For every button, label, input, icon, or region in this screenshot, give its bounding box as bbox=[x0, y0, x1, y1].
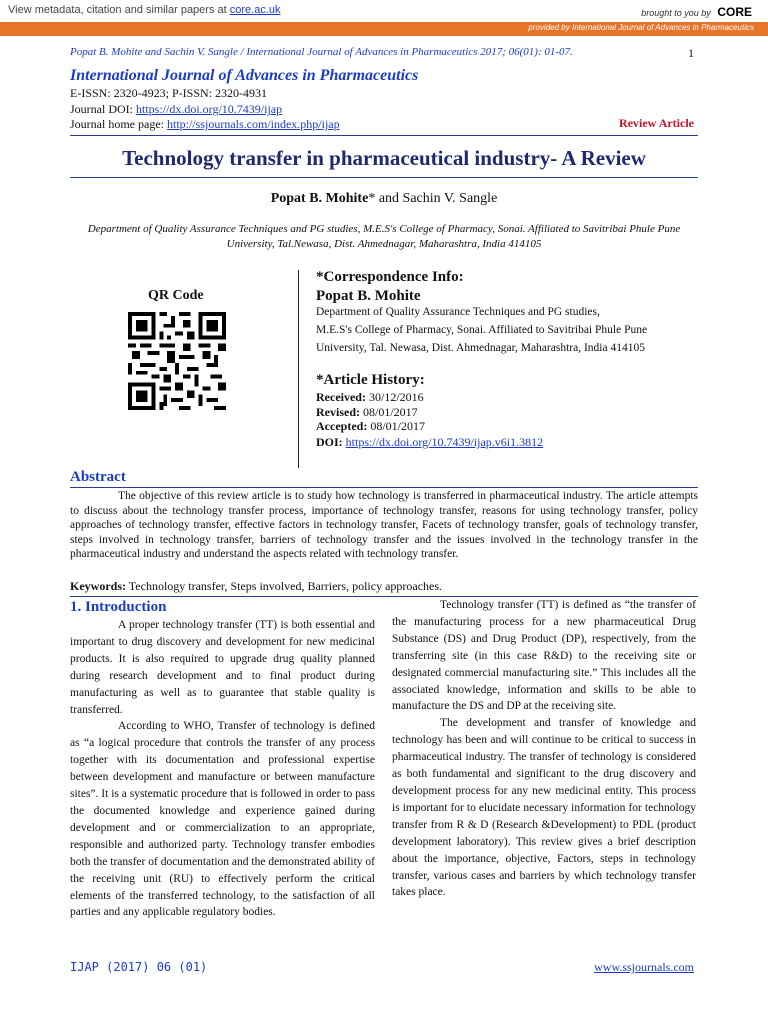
keywords: Keywords: Technology transfer, Steps involved, Barriers, policy approaches. bbox=[70, 579, 443, 593]
affiliation: Department of Quality Assurance Techniques and PG studies, M.E.S's College of Pharmacy, Sonai. Affiliated to Savitribai Phule Pune University, Tal.Newasa, Dist. Ahmednagar, Maharashtra, India 414105 bbox=[87, 223, 681, 250]
article-doi: DOI: https://dx.doi.org/10.7439/ijap.v6i1.3812 bbox=[316, 435, 544, 449]
article-doi-link[interactable]: https://dx.doi.org/10.7439/ijap.v6i1.3812 bbox=[345, 435, 544, 449]
core-banner bbox=[0, 0, 768, 23]
footer-journal: IJAP (2017) 06 (01) bbox=[70, 960, 208, 974]
core-logo: CORE bbox=[717, 5, 752, 19]
paragraph: A proper technology transfer (TT) is both essential and important to drug discovery and development for new medicinal products. It is also required to upgrade drug quality planned during research development and to final product during manufacturing as well as to guarantee that stable quality is transferred. bbox=[70, 619, 375, 716]
qr-code-image bbox=[128, 312, 226, 410]
abstract-heading: Abstract bbox=[70, 469, 126, 485]
authors: Popat B. Mohite* and Sachin V. Sangle bbox=[270, 191, 498, 206]
article-title: Technology transfer in pharmaceutical industry- A Review bbox=[122, 146, 646, 170]
header-rule bbox=[70, 135, 698, 136]
abstract-text: The objective of this review article is to study how technology is transferred in pharmaceutical industry. The article attempts to discuss about the technology transfer process, importance of technology transfer, reasons for using technology transfer, policy approaches of technology transfer, effective factors in technology transfer, Facets of technology transfer, goals of technology transfer, steps involved in technology transfer, barriers of technology transfer and the issues involved in the technology transfer in the pharmaceutical industry and understand the aspects related with technology transfer. bbox=[70, 490, 698, 561]
page-number: 1 bbox=[688, 46, 694, 60]
column-right bbox=[392, 597, 696, 901]
qr-label: QR Code bbox=[148, 288, 204, 303]
revised-date: Revised: 08/01/2017 bbox=[316, 405, 418, 419]
journal-doi: Journal DOI: https://dx.doi.org/10.7439/ijap bbox=[70, 102, 283, 116]
paragraph: The development and transfer of knowledge and technology has been and will continue to be critical to success in pharmaceutical industry. The transfer of technology is considered as both fundamental and significant to the drug discovery and development process for any new medicinal entity. This process is important for to elucidate necessary information for technology transfer from R & D (Research &Development) to PDL (product development laboratory). This review gives a brief description about the importance, objective, Factors, steps in technology transfer, various cases and barriers by which technology transfer takes place. bbox=[392, 717, 696, 899]
title-rule bbox=[70, 177, 698, 178]
running-header: Popat B. Mohite and Sachin V. Sangle / International Journal of Advances in Pharmaceutics 2017; 06(01): 01-07. bbox=[70, 46, 573, 58]
accepted-date: Accepted: 08/01/2017 bbox=[316, 419, 425, 433]
info-divider bbox=[298, 270, 299, 468]
correspondence-line: Department of Quality Assurance Techniques and PG studies, bbox=[316, 306, 600, 318]
column-left bbox=[70, 617, 375, 921]
core-provided-bar: provided by International Journal of Advances in Pharmaceutics bbox=[0, 22, 768, 36]
corresponding-author: Popat B. Mohite bbox=[270, 191, 369, 206]
abstract-rule bbox=[70, 487, 698, 488]
received-date: Received: 30/12/2016 bbox=[316, 390, 424, 404]
correspondence-name: Popat B. Mohite bbox=[316, 288, 421, 304]
paragraph: According to WHO, Transfer of technology is defined as “a logical procedure that controls the transfer of any process together with its documentation and professional expertise between development and manufacture or between manufacture sites”. It is a systematic procedure that is followed in order to pass the documented knowledge and experience gained during development and or commercialization to an appropriate, responsible and authorized party. Technology transfer embodies both the transfer of documentation and the demonstrated ability of the receiving unit (RU) to effectively perform the critical elements of the transferred technology, to the satisfaction of all parties and any applicable regulatory bodies. bbox=[70, 720, 375, 919]
paragraph: Technology transfer (TT) is defined as “the transfer of the manufacturing process for a new pharmaceutical Drug Substance (DS) and Drug Product (DP), respectively, from the transferring site (in this case R&D) to the receiving site or designated commercial manufacturing site.” This includes all the associated knowledge, information and skills to be able to manufacture the DS and DP at the receiving site. bbox=[392, 599, 696, 713]
history-heading: *Article History: bbox=[316, 372, 425, 388]
core-brand[interactable]: brought to you by CORE bbox=[641, 5, 752, 19]
correspondence-line: M.E.S's College of Pharmacy, Sonai. Affiliated to Savitribai Phule Pune bbox=[316, 324, 648, 336]
core-link[interactable]: core.ac.uk bbox=[229, 4, 281, 16]
core-metadata-text: View metadata, citation and similar papers at core.ac.uk bbox=[8, 4, 281, 16]
journal-homepage: Journal home page: http://ssjournals.com/index.php/ijap bbox=[70, 117, 340, 131]
footer-website-link[interactable]: www.ssjournals.com bbox=[594, 960, 694, 974]
correspondence-line: University, Tal. Newasa, Dist. Ahmednagar, Maharashtra, India 414105 bbox=[316, 342, 645, 354]
correspondence-heading: *Correspondence Info: bbox=[316, 269, 464, 285]
journal-issn: E-ISSN: 2320-4923; P-ISSN: 2320-4931 bbox=[70, 86, 268, 100]
introduction-heading: 1. Introduction bbox=[70, 599, 167, 615]
journal-doi-link[interactable]: https://dx.doi.org/10.7439/ijap bbox=[136, 102, 283, 116]
journal-homepage-link[interactable]: http://ssjournals.com/index.php/ijap bbox=[166, 117, 340, 131]
article-type: Review Article bbox=[619, 116, 694, 130]
journal-name: International Journal of Advances in Pharmaceutics bbox=[70, 67, 419, 84]
